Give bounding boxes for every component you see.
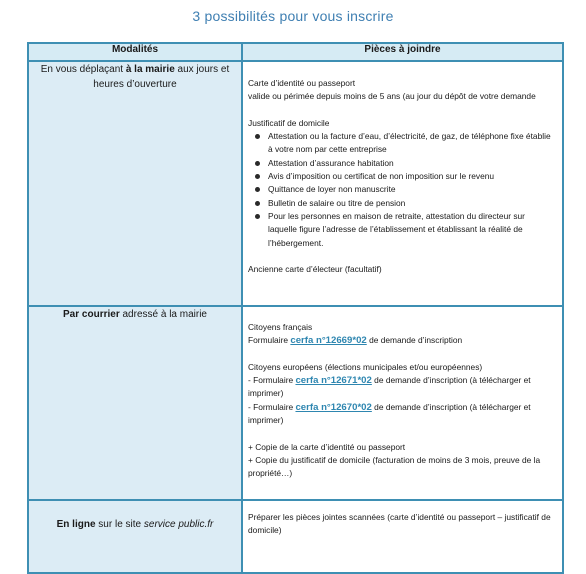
copy-id: + Copie de la carte d’identité ou passeport <box>248 441 406 452</box>
modalite-courrier-bold: Par courrier <box>63 309 120 320</box>
domicile-title: Justificatif de domicile <box>248 117 330 128</box>
domicile-list <box>248 130 556 250</box>
eu-title: Citoyens européens (élections municipales et/ou européennes) <box>248 361 483 372</box>
page-title: 3 possibilités pour vous inscrire <box>192 8 394 24</box>
list-item: Quittance de loyer non manuscrite <box>268 183 556 196</box>
fr-form-pre: Formulaire <box>248 335 291 346</box>
online-instructions: Préparer les pièces jointes scannées (carte d’identité ou passeport – justificatif de domicile) <box>248 512 551 536</box>
registration-table <box>27 42 564 574</box>
pieces-en-ligne <box>242 500 563 573</box>
modalite-courrier <box>28 306 242 500</box>
eu-form-2-post: de demande d’inscription (à télécharger et imprimer) <box>248 401 531 426</box>
id-text: valide ou périmée depuis moins de 5 ans (au jour du dépôt de votre demande <box>248 91 536 102</box>
modalite-mairie-bold: à la mairie <box>125 64 175 75</box>
table-row-courrier <box>28 306 563 500</box>
modalite-courrier-post: adressé à la mairie <box>119 309 207 320</box>
list-item: Avis d’imposition ou certificat de non imposition sur le revenu <box>268 170 556 183</box>
eu-form-1-pre: - Formulaire <box>248 375 296 386</box>
modalite-mairie-post: aux jours et heures d’ouverture <box>93 64 230 90</box>
id-title: Carte d’identité ou passeport <box>248 78 356 88</box>
modalite-en-ligne <box>28 500 242 573</box>
modalite-mairie <box>28 61 242 306</box>
list-item: Pour les personnes en maison de retraite, attestation du directeur sur laquelle figure l’adresse de l’établissement et établissant la réalité de l’hébergement. <box>268 210 556 250</box>
header-pieces: Pièces à joindre <box>242 43 563 61</box>
pieces-mairie <box>242 61 563 306</box>
service-public-site: service public.fr <box>143 519 214 530</box>
table-row-en-ligne <box>28 500 563 573</box>
pieces-courrier <box>242 306 563 500</box>
modalite-mairie-pre: En vous déplaçant <box>40 64 126 75</box>
modalite-en-ligne-mid: sur le site <box>95 519 144 530</box>
table-header-row <box>28 43 563 61</box>
modalite-en-ligne-bold: En ligne <box>56 519 96 530</box>
old-voter-card: Ancienne carte d’électeur (facultatif) <box>248 264 382 275</box>
list-item: Attestation d’assurance habitation <box>268 157 556 170</box>
fr-title: Citoyens français <box>248 322 313 332</box>
fr-form-post: de demande d’inscription <box>366 335 463 346</box>
table-row-mairie <box>28 61 563 306</box>
cerfa-12670-link[interactable]: cerfa n°12670*02 <box>295 401 372 413</box>
header-modalites: Modalités <box>28 43 242 61</box>
list-item: Attestation ou la facture d’eau, d’électricité, de gaz, de téléphone fixe établie à votre nom par cette entreprise <box>268 130 556 157</box>
cerfa-12669-link[interactable]: cerfa n°12669*02 <box>290 335 367 347</box>
copy-domicile: + Copie du justificatif de domicile (facturation de moins de 3 mois, preuve de la propriété…) <box>248 454 541 479</box>
cerfa-12671-link[interactable]: cerfa n°12671*02 <box>295 375 372 387</box>
fr-form-line <box>248 334 556 347</box>
eu-form-2 <box>248 401 556 428</box>
eu-form-2-pre: - Formulaire <box>248 401 296 412</box>
eu-form-1-post: de demande d’inscription (à télécharger et imprimer) <box>248 375 531 399</box>
eu-form-1 <box>248 374 556 401</box>
list-item: Bulletin de salaire ou titre de pension <box>268 197 556 210</box>
